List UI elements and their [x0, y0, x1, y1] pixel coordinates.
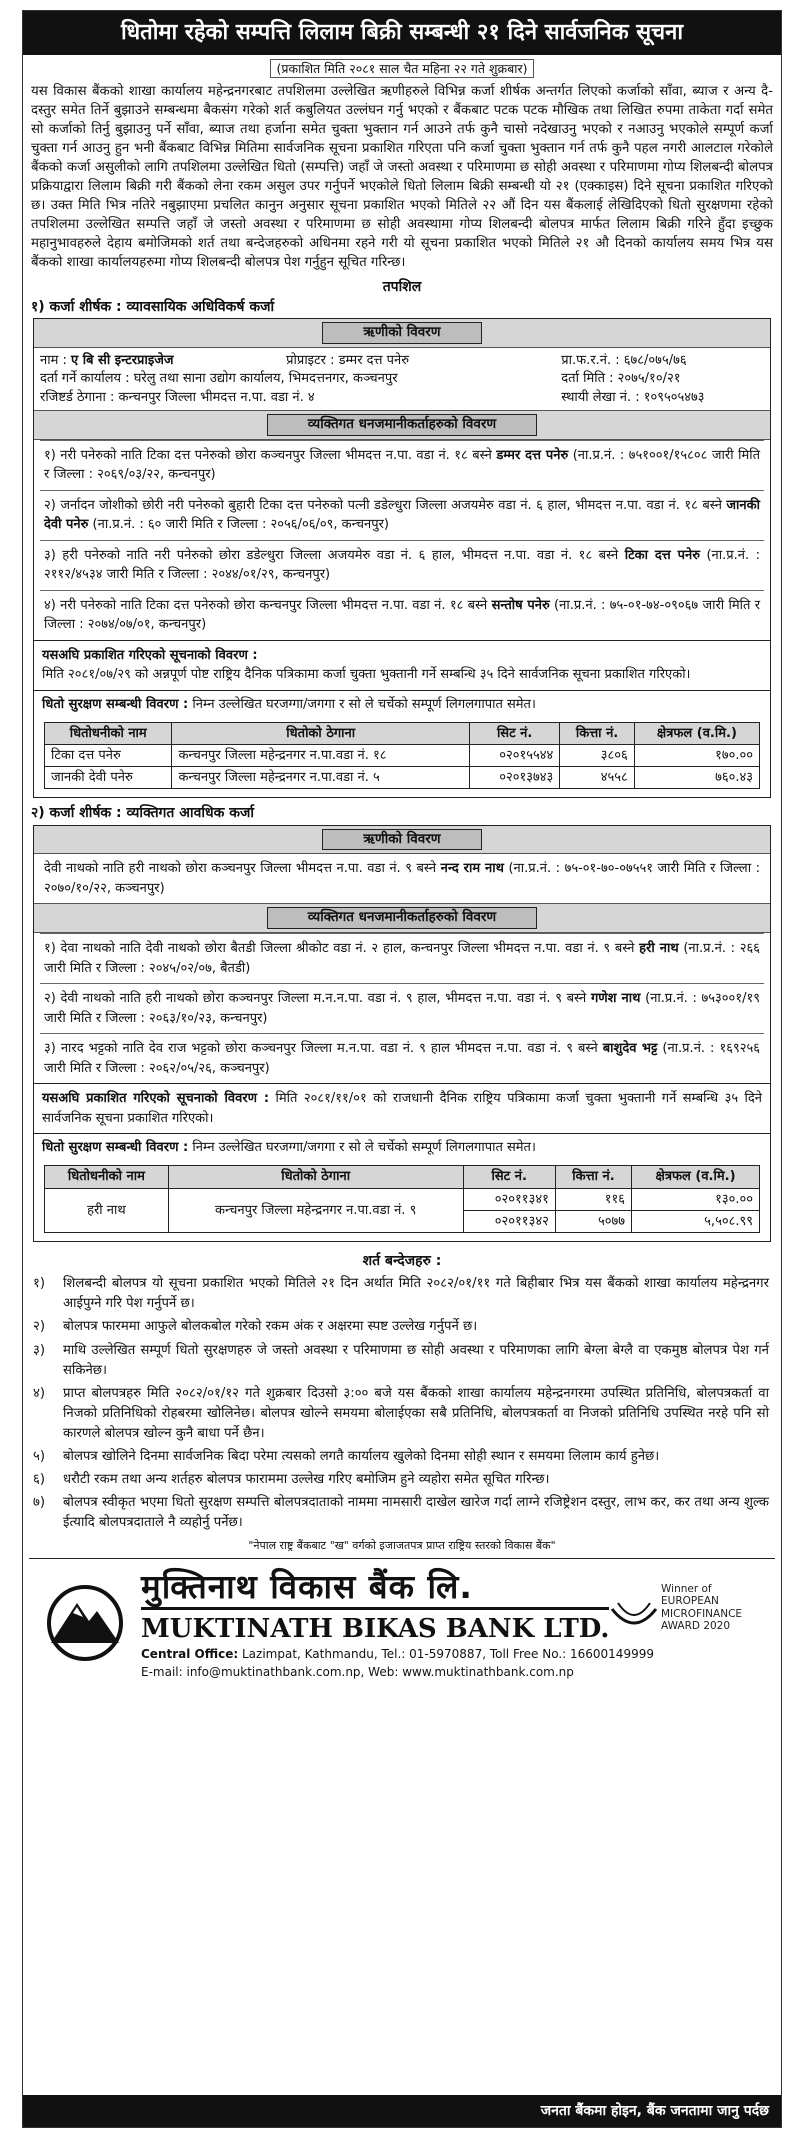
loan1-box [33, 318, 771, 798]
conditions-heading: शर्त बन्देजहरु : [362, 1252, 442, 1269]
condition-item: ६) धरौटी रकम तथा अन्य शर्तहरु बोलपत्र फाराममा उल्लेख गरिए बमोजिम हुने व्यहोरा समेत सूचित गरिन्छ। [33, 1471, 550, 1487]
guarantor-item: ३) हरी पनेरुको नाति नरी पनेरुको छोरा डडेल्धुरा जिल्ला अजयमेरु वडा नं. ६ हाल, भीमदत्त न.पा. वडा नं. १८ बस्ने टिका दत्त पनेरु (ना.प्र.नं. : २११२/४५३४ जारी मिति र जिल्ला : २०४४/०१/२९, कन्चनपुर) [40, 540, 764, 590]
table-row: जानकी देवी पनेरु कन्चनपुर जिल्ला महेन्द्रनगर न.पा.वडा नं. ५ ०२०१३७४३ ४५५८ ७६०.४३ [45, 767, 760, 789]
loan2-borrower-heading: ऋणीको विवरण [34, 826, 770, 855]
bank-logo-icon [37, 1579, 133, 1661]
loan2-collateral-table: धितोधनीको नाम धितोको ठेगाना सिट नं. कित्ता नं. क्षेत्रफल (व.मि.) हरी नाथ कन्चनपुर जिल्ला महेन्द्रनगर न.पा.वडा नं. ९ ०२०११३४१ ११६ १३०.०० ०२०११३४२ ५०७७ ५,५०८.९९ [44, 1165, 760, 1232]
reg-address: रजिष्टर्ड ठेगाना : कन्चनपुर जिल्ला भीमदत्त न.पा. वडा नं. ४ [40, 389, 315, 405]
loan2-guarantor-heading: व्यक्तिगत धनजमानीकर्ताहरुको विवरण [34, 903, 770, 933]
condition-item: १) शिलबन्दी बोलपत्र यो सूचना प्रकाशित भएको मितिले २१ दिन अर्थात मिति २०८२/०१/११ गते बिहीबार भित्र यस बैंकको शाखा कार्यालय महेन्द्रनगर आईपुग्ने गरि पेश गर्नुपर्ने छ। [33, 1276, 769, 1312]
guarantor-item: १) नरी पनेरुको नाति टिका दत्त पनेरुको छोरा कञ्चनपुर जिल्ला भीमदत्त न.पा. वडा नं. १८ बस्ने डम्मर दत्त पनेरु (ना.प्र.नं. : ७५१००१/१५८०८ जारी मिति र जिल्ला : २०६९/०३/२२, कन्चनपुर) [40, 440, 764, 490]
condition-item: ७) बोलपत्र स्वीकृत भएमा धितो सुरक्षण सम्पत्ति बोलपत्रदाताको नाममा नामसारी दाखेल खारेज गर्दा लाग्ने रजिष्ट्रेशन दस्तुर, लाभ कर, कर तथा अन्य शुल्क ईत्यादि बोलपत्रदाताले नै व्यहोर्नु पर्नेछ। [33, 1494, 769, 1531]
reg-date: दर्ता मिति : २०७५/१०/२१ [561, 371, 681, 387]
table-row: टिका दत्त पनेरु कन्चनपुर जिल्ला महेन्द्रनगर न.पा.वडा नं. १८ ०२०१५५४४ ३८०६ १७०.०० [45, 744, 760, 766]
schedule-heading: तपशिल [382, 278, 422, 295]
loan2-title: २) कर्जा शीर्षक : व्यक्तिगत आवधिक कर्जा [31, 805, 255, 822]
award-text: Winner of EUROPEAN MICROFINANCE AWARD 2020 [661, 1582, 743, 1633]
table-row: ०२०११३४२ ५०७७ ५,५०८.९९ [45, 1210, 760, 1232]
account-number: स्थायी लेखा नं. : १०९५०५४७३ [561, 389, 705, 405]
guarantor-item: २) देवी नाथको नाति हरी नाथको छोरा कञ्चनपुर जिल्ला म.न.न.पा. वडा नं. ९ हाल, भीमदत्त न.पा. वडा नं. ९ बस्ने गणेश नाथ (ना.प्र.नं. : ७५३००१/१९ जारी मिति र जिल्ला : २०६३/१०/२३, कन्चनपुर) [40, 983, 764, 1033]
guarantor-item: २) जर्नादन जोशीको छोरी नरी पनेरुको बुहारी टिका दत्त पनेरुको पत्नी डडेल्धुरा जिल्ला अजयमेरु वडा नं. ६ हाल, भीमदत्त न.पा. वडा नं. १८ बस्ने जानकी देवी पनेरु (ना.प्र.नं. : ६० जारी मिति र जिल्ला : २०५६/०६/०९, कन्चनपुर) [40, 490, 764, 540]
guarantor-item: १) देवा नाथको नाति देवी नाथको छोरा बैतडी जिल्ला श्रीकोट वडा नं. २ हाल, कन्चनपुर जिल्ला भीमदत्त न.पा. वडा नं. ९ बस्ने हरी नाथ (ना.प्र.नं. : २६६ जारी मिति र जिल्ला : २०४५/०२/०७, बैतडी) [40, 933, 764, 983]
condition-item: ४) प्राप्त बोलपत्रहरु मिति २०८२/०१/१२ गते शुक्रबार दिउसो ३:०० बजे यस बैंकको शाखा कार्यालय महेन्द्रनगरमा उपस्थित प्रतिनिधि, बोलपत्रकर्ता वा निजको प्रतिनिधिको रोहबरमा खोलिनेछ। बोलपत्र खोल्ने समयमा बोलाईएका सबै प्रतिनिधि, बोलपत्रकर्ता वा निजको प्रतिनिधि उपस्थित नरहे पनि सो कारणले बोलपत्र खोल्न कुनै बाधा पर्ने छैन। [33, 1385, 769, 1441]
guarantor-item: ४) नरी पनेरुको नाति टिका दत्त पनेरुको छोरा कन्चनपुर जिल्ला भीमदत्त न.पा. वडा नं. १८ बस्ने सन्तोष पनेरु (ना.प्र.नं. : ७५-०१-७४-०९०६७ जारी मिति र जिल्ला : २०७४/०७/०१, कन्चनपुर) [40, 590, 764, 640]
proprietor: प्रोप्राइटर : डम्मर दत्त पनेरु [286, 353, 410, 369]
intro-paragraph: यस विकास बैंकको शाखा कार्यालय महेन्द्रनगरबाट तपशिलमा उल्लेखित ऋणीहरुले विभिन्न कर्जा शीर्षक अन्तर्गत लिएको कर्जाको साँवा, ब्याज र अन्य दै-दस्तुर समेत तिर्ने बुझाउने सम्बन्धमा बैकसंग गरेको शर्त कबुलियत उल्लंघन गर्नु भएको र बैंकबाट पटक पटक मौखिक तथा लिखित रुपमा ताकेता गर्दा समेत सो कर्जाको तिर्नु बुझाउनु पर्ने साँवा, ब्याज तथा हर्जाना समेत चुक्ता भुक्तान गर्न आउने तर्फ कुनै चासो नदेखाउनु भएको र नआउनु भएकोले सम्पूर्ण कर्जा चुक्ता गर्न आउनु हुन भनी बैंकबाट विभिन्न मितिमा सार्वजनिक सूचना प्रकाशित गरिएता पनि कर्जा चुक्ता भुक्तान गर्न तर्फ कुनै पहल नगरी आलटाल गरेकोले बैंकको कर्जा असुलीको लागि तपशिलमा उल्लेखित धितो (सम्पत्ति) जहाँ जे जस्तो अवस्था र परिमाणमा छ सोही अवस्था र परिमाणमा गोप्य शिलबन्दी बोलपत्र प्रक्रियाद्वारा लिलाम बिक्री गरी बैंकको लेना रकम असुल उपर गर्नुपर्ने भएकोले धितो लिलाम बिक्री सम्बन्धी यो २१ (एक्काइस) दिने सूचना प्रकाशित गरिएको छ। उक्त मिति भित्र नतिरे नबुझाएमा प्रचलित कानुन अनुसार सूचना प्रकाशित भएको मितिले २२ औं दिन यस बैंकलाई लेखिदिएको धितो सुरक्षणमा रहेको तपशिलमा उल्लेखित सम्पत्ति जहाँ जे जस्तो अवस्था र परिमाणमा छ सोही अवस्थामा गोप्य शिलबन्दी बोलपत्र मार्फत लिलाम बिक्री गरिने हुँदा इच्छुक महानुभावहरुले देहाय बमोजिमको शर्त तथा बन्देजहरुको अधिनमा रहने गरी यो सूचना प्रकाशित भएको मितिले २१ औ दिनको कार्यालय समय भित्र यस बैंकको शाखा कार्यालयहरुमा गोप्य शिलबन्दी बोलपत्र पेश गर्नुहुन सूचित गरिन्छ। [31, 83, 773, 270]
notice-title: धितोमा रहेको सम्पत्ति लिलाम बिक्री सम्बन्धी २१ दिने सार्वजनिक सूचना [23, 11, 781, 55]
loan2-borrower: देवी नाथको नाति हरी नाथको छोरा कञ्चनपुर जिल्ला भीमदत्त न.पा. वडा नं. ९ बस्ने नन्द राम नाथ (ना.प्र.नं. : ७५-०१-७०-०७५५१ जारी मिति र जिल्ला : २०७०/१०/२२, कञ्चनपुर) [44, 861, 760, 896]
loan2-box [33, 825, 771, 1242]
loan1-guarantor-heading: व्यक्तिगत धनजमानीकर्ताहरुको विवरण [34, 410, 770, 440]
published-date: (प्रकाशित मिति २०८१ साल चैत महिना २२ गते शुक्रबार) [23, 61, 781, 78]
loan1-borrower-heading: ऋणीको विवरण [34, 319, 770, 348]
bank-name-english: MUKTINATH BIKAS BANK LTD. [141, 1607, 609, 1646]
central-office: Central Office: Lazimpat, Kathmandu, Tel.: 01-5970887, Toll Free No.: 16600149999 [141, 1646, 654, 1661]
loan1-collateral-heading: धितो सुरक्षण सम्बन्धी विवरण : निम्न उल्लेखित घरजग्गा/जगगा र सो ले चर्चेको सम्पूर्ण लिगलगापात समेत। [34, 690, 770, 718]
bank-footer [29, 1558, 775, 1686]
condition-item: ५) बोलपत्र खोलिने दिनमा सार्वजनिक बिदा परेमा त्यसको लगतै कार्यालय खुलेको दिनमा सोही स्थान र समयमा लिलाम कार्य हुनेछ। [33, 1448, 660, 1464]
loan2-collateral-heading: धितो सुरक्षण सम्बन्धी विवरण : निम्न उल्लेखित घरजग्गा/जगगा र सो ले चर्चेको सम्पूर्ण लिगलगापात समेत। [34, 1133, 770, 1161]
notice-page [22, 10, 782, 2128]
condition-item: ३) माथि उल्लेखित सम्पूर्ण धितो सुरक्षणहरु जे जस्तो अवस्था र परिमाणमा छ सोही अवस्था र परिमाणका लागि बेग्ला बेग्लै वा एकमुष्ठ बोलपत्र पेश गर्न सकिनेछ। [33, 1342, 769, 1378]
bank-name-nepali: मुक्तिनाथ विकास बैंक लि. [141, 1566, 473, 1606]
condition-item: २) बोलपत्र फारममा आफुले बोलकबोल गरेको रकम अंक र अक्षरमा स्पष्ट उल्लेख गर्नुपर्ने छ। [33, 1319, 478, 1335]
loan1-prev-notice: यसअघि प्रकाशित गरिएको सूचनाको विवरण : मिति २०८१/०७/२९ को अन्नपूर्ण पोष्ट राष्ट्रिय दैनिक पत्रिकामा कर्जा चुक्ता भुक्तानी गर्ने सम्बन्धि ३५ दिने सार्वजनिक सूचना प्रकाशित गरिएको। [34, 640, 770, 690]
borrower-name: ए बि सी इन्टरप्राइजेज [71, 353, 174, 369]
loan2-prev-notice: यसअघि प्रकाशित गरिएको सूचनाको विवरण : मिति २०८१/११/०१ को राजधानी दैनिक राष्ट्रिय पत्रिकामा कर्जा चुक्ता भुक्तानी गर्ने सम्बन्धि ३५ दिने सार्वजनिक सूचना प्रकाशित गरिएको। [34, 1083, 770, 1133]
pan-number: प्रा.फ.र.नं. : ६७८/०७५/७६ [561, 353, 687, 369]
loan1-collateral-table: धितोधनीको नाम धितोको ठेगाना सिट नं. कित्ता नं. क्षेत्रफल (व.मि.) टिका दत्त पनेरु कन्चनपुर जिल्ला महेन्द्रनगर न.पा.वडा नं. १८ ०२०१५५४४ ३८०६ १७०.०० जानकी देवी पनेरु कन्चनपुर जिल्ला महेन्द्रनगर न.पा.वडा नं. ५ ०२०१३७४३ ४५५८ ७६०.४३ [44, 722, 760, 789]
bank-tagline: जनता बैंकमा होइन, बैंक जनतामा जानु पर्दछ [23, 2095, 781, 2127]
conditions-list [23, 1274, 781, 1533]
contact-info: E-mail: info@muktinathbank.com.np, Web: www.muktinathbank.com.np [141, 1664, 574, 1679]
guarantor-item: ३) नारद भट्टको नाति देव राज भट्टको छोरा कञ्चनपुर जिल्ला म.न.पा. वडा नं. ९ हाल भीमदत्त न.पा. वडा नं. ९ बस्ने बाशुदेव भट्ट (ना.प्र.नं. : १६९२५६ जारी मिति र जिल्ला : २०६२/०५/२६, कञ्चनपुर) [40, 1033, 764, 1083]
reg-office: दर्ता गर्ने कार्यालय : घरेलु तथा साना उद्योग कार्यालय, भिमदत्तनगर, कञ्चनपुर [40, 371, 398, 387]
loan1-borrower-info: नाम : ए बि सी इन्टरप्राइजेज प्रोप्राइटर : डम्मर दत्त पनेरु प्रा.फ.र.नं. : ६७८/०७५/७६ दर्ता गर्ने कार्यालय : घरेलु तथा साना उद्योग कार्यालय, भिमदत्तनगर, कञ्चनपुर दर्ता मिति : २०७५/१०/२१ रजिष्टर्ड ठेगाना : कन्चनपुर जिल्ला भीमदत्त न.पा. वडा नं. ४ स्थायी लेखा नं. : १०९५०५४७३ [34, 348, 770, 409]
license-note: "नेपाल राष्ट्र बैंकबाट "ख" वर्गको इजाजतपत्र प्राप्त राष्ट्रिय स्तरको विकास बैंक" [248, 1539, 556, 1553]
loan1-title: १) कर्जा शीर्षक : व्यावसायिक अधिविकर्ष कर्जा [31, 298, 275, 315]
table-row: हरी नाथ कन्चनपुर जिल्ला महेन्द्रनगर न.पा.वडा नं. ९ ०२०११३४१ ११६ १३०.०० [45, 1188, 760, 1210]
